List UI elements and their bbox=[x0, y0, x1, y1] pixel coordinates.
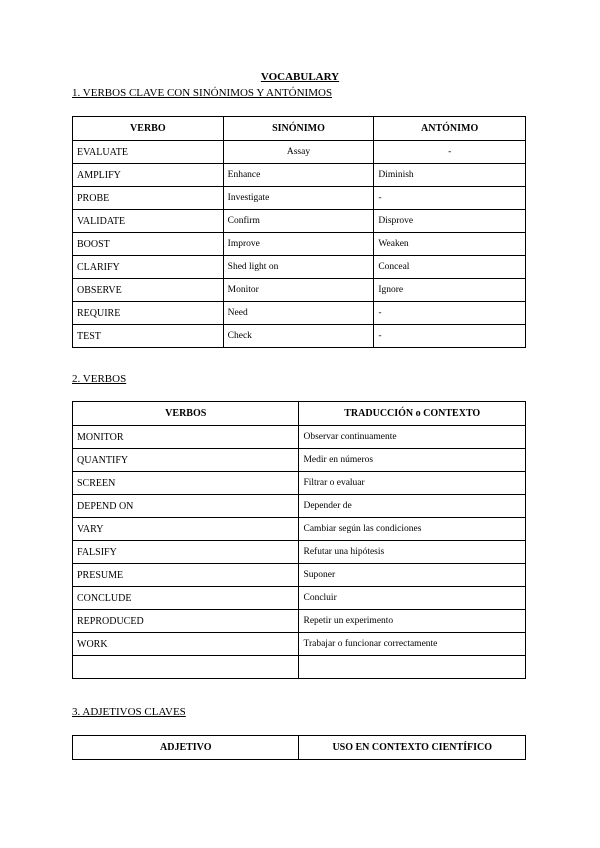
translation-cell: Cambiar según las condiciones bbox=[299, 518, 526, 541]
header-adjetivo: ADJETIVO bbox=[73, 736, 299, 760]
table-row bbox=[73, 472, 526, 495]
table-row bbox=[73, 210, 526, 233]
antonym-cell: Disprove bbox=[374, 210, 526, 233]
table-row bbox=[73, 187, 526, 210]
verb-cell: DEPEND ON bbox=[73, 495, 299, 518]
synonym-cell: Shed light on bbox=[223, 256, 374, 279]
synonym-cell: Assay bbox=[223, 141, 374, 164]
synonym-cell: Need bbox=[223, 302, 374, 325]
verb-cell: EVALUATE bbox=[73, 141, 224, 164]
header-antonimo: ANTÓNIMO bbox=[374, 117, 526, 141]
verb-cell: PRESUME bbox=[73, 564, 299, 587]
table-row bbox=[73, 256, 526, 279]
section1-heading: 1. VERBOS CLAVE CON SINÓNIMOS Y ANTÓNIMOS bbox=[72, 87, 333, 99]
translation-cell: Depender de bbox=[299, 495, 526, 518]
verb-cell: REPRODUCED bbox=[73, 610, 299, 633]
table-row bbox=[73, 164, 526, 187]
translation-cell: Trabajar o funcionar correctamente bbox=[299, 633, 526, 656]
antonym-cell: Weaken bbox=[374, 233, 526, 256]
verbs-table bbox=[72, 401, 526, 679]
verb-cell: WORK bbox=[73, 633, 299, 656]
table-row bbox=[73, 610, 526, 633]
synonym-cell: Confirm bbox=[223, 210, 374, 233]
verb-cell: TEST bbox=[73, 325, 224, 348]
table-row bbox=[73, 495, 526, 518]
section3-heading: 3. ADJETIVOS CLAVES bbox=[72, 706, 186, 718]
synonym-cell: Investigate bbox=[223, 187, 374, 210]
verb-cell: VALIDATE bbox=[73, 210, 224, 233]
table-row bbox=[73, 141, 526, 164]
verb-cell: SCREEN bbox=[73, 472, 299, 495]
verb-cell: AMPLIFY bbox=[73, 164, 224, 187]
table-row bbox=[73, 564, 526, 587]
antonym-cell: - bbox=[374, 187, 526, 210]
verb-cell: MONITOR bbox=[73, 426, 299, 449]
verb-cell: BOOST bbox=[73, 233, 224, 256]
verb-cell: FALSIFY bbox=[73, 541, 299, 564]
table-row bbox=[73, 541, 526, 564]
synonym-cell: Enhance bbox=[223, 164, 374, 187]
table-row bbox=[73, 325, 526, 348]
antonym-cell: Diminish bbox=[374, 164, 526, 187]
synonym-cell: Monitor bbox=[223, 279, 374, 302]
table-row bbox=[73, 633, 526, 656]
table-header-row bbox=[73, 736, 526, 760]
header-sinonimo: SINÓNIMO bbox=[223, 117, 374, 141]
table-header-row bbox=[73, 402, 526, 426]
antonym-cell: - bbox=[374, 141, 526, 164]
synonym-cell: Check bbox=[223, 325, 374, 348]
document-title: VOCABULARY bbox=[260, 71, 340, 83]
adjectives-table bbox=[72, 735, 526, 760]
table-row-empty bbox=[73, 656, 526, 679]
verb-cell: QUANTIFY bbox=[73, 449, 299, 472]
table-row bbox=[73, 279, 526, 302]
verb-cell: CLARIFY bbox=[73, 256, 224, 279]
table-row bbox=[73, 449, 526, 472]
antonym-cell: Conceal bbox=[374, 256, 526, 279]
table-header-row bbox=[73, 117, 526, 141]
translation-cell: Observar continuamente bbox=[299, 426, 526, 449]
verb-cell: OBSERVE bbox=[73, 279, 224, 302]
translation-cell: Filtrar o evaluar bbox=[299, 472, 526, 495]
translation-cell: Medir en números bbox=[299, 449, 526, 472]
antonym-cell: Ignore bbox=[374, 279, 526, 302]
translation-cell: Repetir un experimento bbox=[299, 610, 526, 633]
translation-cell: Refutar una hipótesis bbox=[299, 541, 526, 564]
translation-cell bbox=[299, 656, 526, 679]
table-row bbox=[73, 587, 526, 610]
table-row bbox=[73, 233, 526, 256]
antonym-cell: - bbox=[374, 325, 526, 348]
table-row bbox=[73, 518, 526, 541]
verb-cell: PROBE bbox=[73, 187, 224, 210]
antonym-cell: - bbox=[374, 302, 526, 325]
header-traduccion: TRADUCCIÓN o CONTEXTO bbox=[299, 402, 526, 426]
header-uso: USO EN CONTEXTO CIENTÍFICO bbox=[299, 736, 526, 760]
header-verbos: VERBOS bbox=[73, 402, 299, 426]
translation-cell: Concluir bbox=[299, 587, 526, 610]
verb-cell: VARY bbox=[73, 518, 299, 541]
header-verbo: VERBO bbox=[73, 117, 224, 141]
synonyms-antonyms-table bbox=[72, 116, 526, 348]
table-row bbox=[73, 302, 526, 325]
synonym-cell: Improve bbox=[223, 233, 374, 256]
table-row bbox=[73, 426, 526, 449]
verb-cell bbox=[73, 656, 299, 679]
translation-cell: Suponer bbox=[299, 564, 526, 587]
section2-heading: 2. VERBOS bbox=[72, 373, 127, 385]
verb-cell: REQUIRE bbox=[73, 302, 224, 325]
verb-cell: CONCLUDE bbox=[73, 587, 299, 610]
